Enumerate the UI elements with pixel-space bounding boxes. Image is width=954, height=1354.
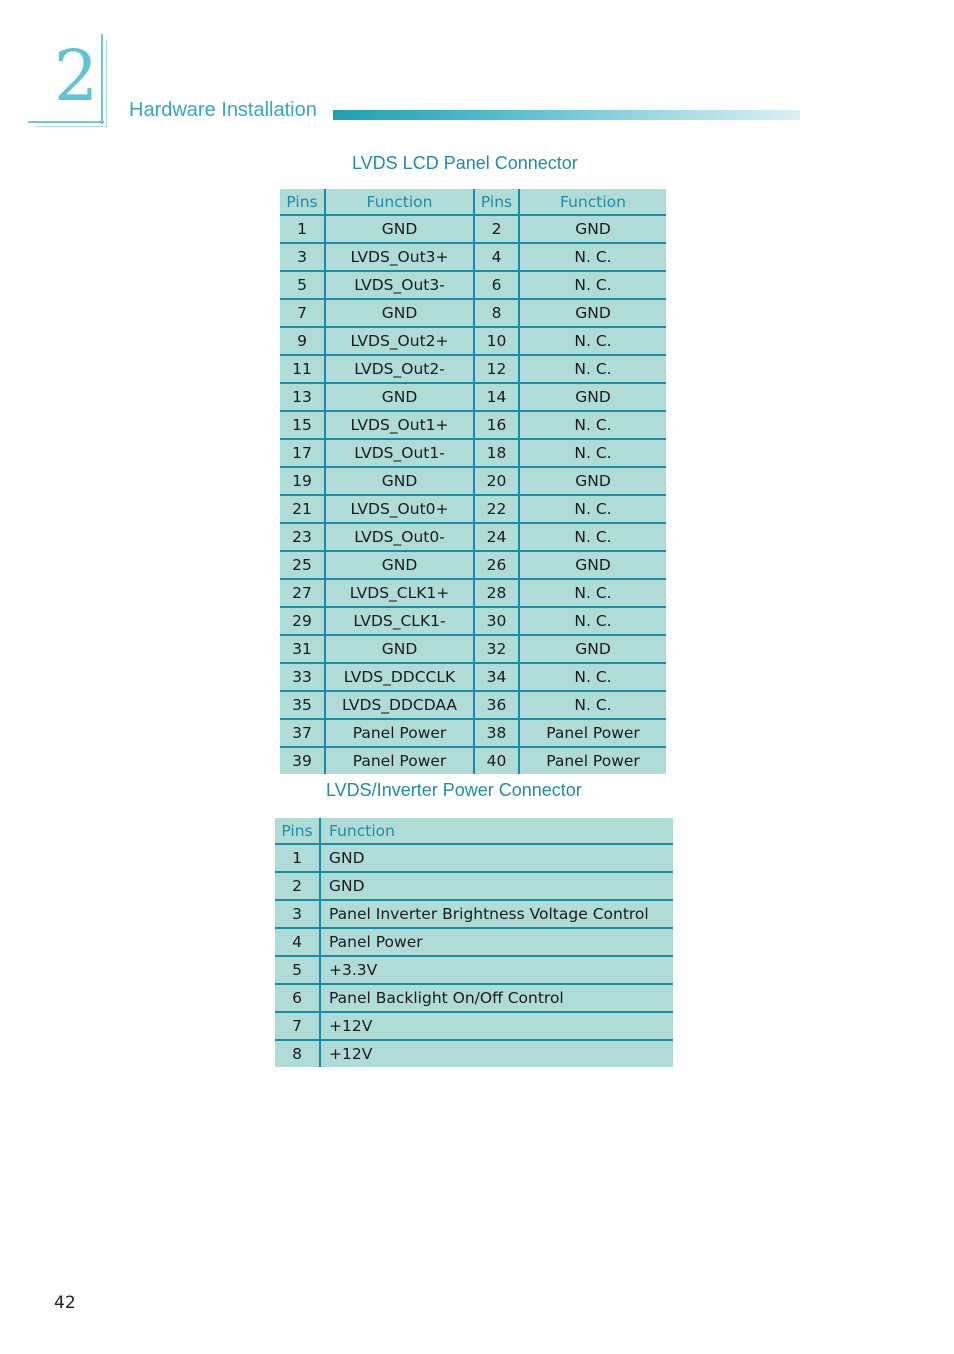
pin-number-cell: 5 [280, 271, 325, 299]
table-header-row [275, 818, 673, 844]
function-cell: Panel Inverter Brightness Voltage Control [320, 900, 673, 928]
inverter-connector-rows [275, 844, 673, 1067]
function-cell: LVDS_Out0- [325, 523, 474, 551]
table-row [280, 607, 666, 635]
table-row [280, 467, 666, 495]
table-row [280, 383, 666, 411]
pin-number-cell: 38 [474, 719, 519, 747]
pin-number-cell: 11 [280, 355, 325, 383]
pin-number-cell: 23 [280, 523, 325, 551]
pin-number-cell: 22 [474, 495, 519, 523]
function-cell: N. C. [519, 691, 666, 719]
function-cell: GND [519, 635, 666, 663]
function-cell: LVDS_Out3+ [325, 243, 474, 271]
column-header: Function [325, 189, 474, 215]
function-cell: GND [325, 551, 474, 579]
table-row [280, 523, 666, 551]
table-row [275, 872, 673, 900]
function-cell: Panel Power [546, 752, 640, 770]
chapter-header-bar [333, 110, 800, 120]
pin-number-cell: 10 [474, 327, 519, 355]
function-cell: GND [325, 299, 474, 327]
table-row [280, 355, 666, 383]
table-row [280, 243, 666, 271]
function-cell: GND [519, 215, 666, 243]
function-cell: GND [320, 844, 673, 872]
pin-number-cell: 16 [474, 411, 519, 439]
pin-number-cell: 1 [280, 215, 325, 243]
pin-number-cell: 2 [275, 872, 320, 900]
function-cell: N. C. [519, 243, 666, 271]
column-header: Function [320, 818, 673, 844]
pin-number-cell: 18 [474, 439, 519, 467]
table-row [280, 411, 666, 439]
function-cell: LVDS_Out0+ [325, 495, 474, 523]
function-cell: N. C. [519, 355, 666, 383]
pin-number-cell: 40 [474, 747, 519, 774]
function-cell: GND [325, 467, 474, 495]
pin-number-cell: 20 [474, 467, 519, 495]
pin-number-cell: 12 [474, 355, 519, 383]
pin-number-cell: 37 [280, 719, 325, 747]
function-cell: GND [519, 467, 666, 495]
chapter-underline [28, 121, 104, 123]
function-cell: GND [325, 383, 474, 411]
pin-number-cell: 19 [280, 467, 325, 495]
table-row [280, 747, 666, 774]
inverter-connector-table [275, 818, 673, 1067]
function-cell: N. C. [519, 607, 666, 635]
function-cell: LVDS_DDCCLK [325, 663, 474, 691]
table-row [280, 495, 666, 523]
function-cell: N. C. [519, 411, 666, 439]
table-header-row [280, 189, 666, 215]
table-row [275, 928, 673, 956]
function-cell: LVDS_Out3- [325, 271, 474, 299]
pin-number-cell: 9 [280, 327, 325, 355]
pin-number-cell: 13 [280, 383, 325, 411]
function-cell: Panel Power [519, 719, 666, 747]
chapter-underline-shadow [36, 126, 107, 127]
pin-number-cell: 4 [275, 928, 320, 956]
pin-number-cell: 5 [275, 956, 320, 984]
table-row [280, 635, 666, 663]
pin-number-cell: 39 [280, 747, 325, 774]
function-cell: GND [325, 635, 474, 663]
pin-number-cell: 29 [280, 607, 325, 635]
function-cell: Panel Power [325, 747, 474, 774]
function-cell: N. C. [519, 663, 666, 691]
column-header: Function [519, 189, 666, 215]
table-row [280, 271, 666, 299]
pin-number-cell: 31 [280, 635, 325, 663]
pin-number-cell: 34 [474, 663, 519, 691]
table-row [275, 956, 673, 984]
pin-number-cell: 32 [474, 635, 519, 663]
function-cell: LVDS_Out1+ [325, 411, 474, 439]
pin-number-cell: 30 [474, 607, 519, 635]
pin-number-cell: 3 [280, 243, 325, 271]
pin-number-cell: 14 [474, 383, 519, 411]
table-row [280, 551, 666, 579]
table-row [275, 844, 673, 872]
page-number: 42 [54, 1293, 76, 1313]
pin-number-cell: 2 [474, 215, 519, 243]
table-row [275, 1040, 673, 1067]
function-cell: LVDS_CLK1- [325, 607, 474, 635]
function-cell: Panel Backlight On/Off Control [320, 984, 673, 1012]
table-row [280, 663, 666, 691]
pin-number-cell: 1 [275, 844, 320, 872]
pin-number-cell: 28 [474, 579, 519, 607]
pin-number-cell: 35 [280, 691, 325, 719]
function-cell: LVDS_CLK1+ [325, 579, 474, 607]
function-cell: LVDS_Out2+ [325, 327, 474, 355]
table-row [280, 691, 666, 719]
function-cell: LVDS_DDCDAA [325, 691, 474, 719]
pin-number-cell: 33 [280, 663, 325, 691]
pin-number-cell: 8 [474, 299, 519, 327]
function-cell: GND [519, 299, 666, 327]
pin-number-cell: 21 [280, 495, 325, 523]
pin-number-cell: 6 [474, 271, 519, 299]
function-cell: GND [320, 872, 673, 900]
column-header: Pins [474, 189, 519, 215]
table-row [280, 579, 666, 607]
chapter-divider [101, 34, 103, 124]
function-cell: N. C. [519, 523, 666, 551]
function-cell: GND [325, 215, 474, 243]
function-cell: Panel Power [325, 719, 474, 747]
function-cell: N. C. [519, 327, 666, 355]
pin-number-cell: 7 [280, 299, 325, 327]
function-cell: +12V [329, 1045, 373, 1063]
pin-number-cell: 26 [474, 551, 519, 579]
table-row [275, 900, 673, 928]
table-row [280, 299, 666, 327]
pin-number-cell: 27 [280, 579, 325, 607]
column-header: Pins [280, 189, 325, 215]
table-row [275, 1012, 673, 1040]
lcd-connector-rows [280, 215, 666, 774]
table-row [280, 327, 666, 355]
inverter-connector-title: LVDS/Inverter Power Connector [326, 780, 582, 800]
table-row [275, 984, 673, 1012]
lcd-connector-table [280, 189, 666, 774]
pin-number-cell: 7 [275, 1012, 320, 1040]
function-cell: GND [519, 383, 666, 411]
function-cell: GND [519, 551, 666, 579]
chapter-title: Hardware Installation [129, 99, 317, 121]
function-cell: N. C. [519, 579, 666, 607]
pin-number-cell: 6 [275, 984, 320, 1012]
lcd-connector-title: LVDS LCD Panel Connector [352, 153, 578, 173]
table-row [280, 439, 666, 467]
table-row [280, 719, 666, 747]
chapter-divider-shadow [106, 40, 107, 128]
chapter-number: 2 [53, 35, 99, 117]
function-cell: Panel Power [320, 928, 673, 956]
function-cell: LVDS_Out1- [325, 439, 474, 467]
function-cell: LVDS_Out2- [325, 355, 474, 383]
column-header: Pins [275, 818, 320, 844]
pin-number-cell: 17 [280, 439, 325, 467]
function-cell: N. C. [519, 495, 666, 523]
pin-number-cell: 3 [275, 900, 320, 928]
pin-number-cell: 36 [474, 691, 519, 719]
function-cell: N. C. [519, 439, 666, 467]
pin-number-cell: 15 [280, 411, 325, 439]
function-cell: +3.3V [320, 956, 673, 984]
pin-number-cell: 24 [474, 523, 519, 551]
pin-number-cell: 8 [275, 1040, 320, 1067]
table-row [280, 215, 666, 243]
pin-number-cell: 4 [474, 243, 519, 271]
function-cell: +12V [320, 1012, 673, 1040]
function-cell: N. C. [519, 271, 666, 299]
pin-number-cell: 25 [280, 551, 325, 579]
